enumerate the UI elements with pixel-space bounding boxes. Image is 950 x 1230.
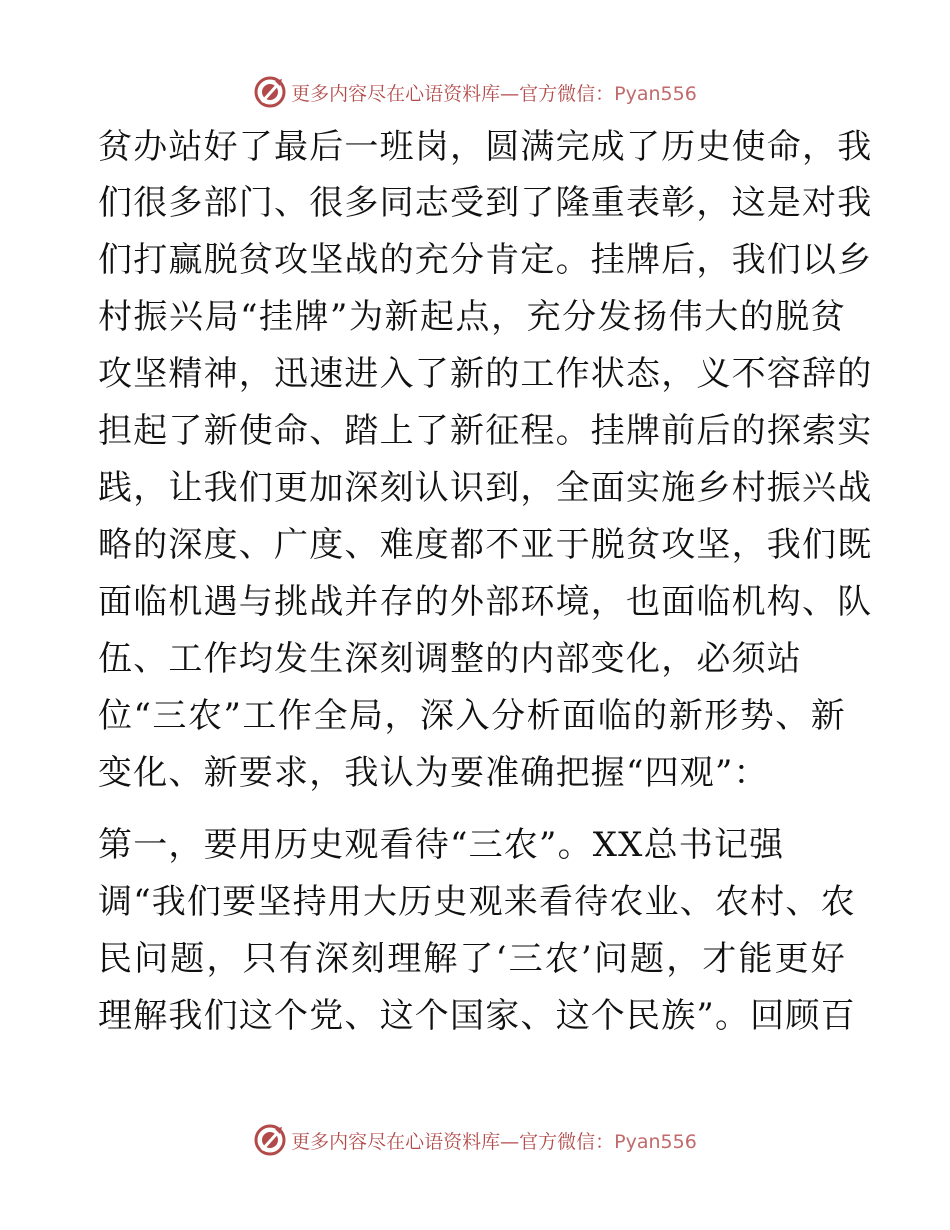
- seal-logo-icon: [253, 75, 287, 109]
- seal-logo-icon: [253, 1123, 287, 1157]
- body-line: 略的深度、广度、难度都不亚于脱贫攻坚，我们既: [98, 525, 873, 565]
- body-line: 伍、工作均发生深刻调整的内部变化，必须站: [98, 639, 802, 679]
- body-line: 攻坚精神，迅速进入了新的工作状态，义不容辞的: [98, 354, 873, 394]
- watermark-handle: Pyan556: [614, 82, 697, 105]
- body-line: 贫办站好了最后一班岗，圆满完成了历史使命，我: [98, 127, 873, 167]
- body-line: 民问题，只有深刻理解了‘三农’问题，才能更好: [98, 939, 846, 979]
- body-line: 调“我们要坚持用大历史观来看待农业、农村、农: [98, 882, 856, 922]
- body-line: 村振兴局“挂牌”为新起点，充分发扬伟大的脱贫: [98, 297, 846, 337]
- body-line: 第一，要用历史观看待“三农”。XX总书记强: [98, 825, 785, 865]
- body-line: 变化、新要求，我认为要准确把握“四观”：: [98, 753, 769, 793]
- body-line: 面临机遇与挑战并存的外部环境，也面临机构、队: [98, 582, 873, 622]
- body-line: 们打赢脱贫攻坚战的充分肯定。挂牌后，我们以乡: [98, 240, 873, 280]
- footer-watermark: [0, 1120, 950, 1160]
- header-watermark: [0, 72, 950, 112]
- watermark-text: 更多内容尽在心语资料库—官方微信：Pyan556: [291, 1130, 697, 1153]
- body-line: 理解我们这个党、这个国家、这个民族”。回顾百: [98, 996, 856, 1036]
- body-line: 位“三农”工作全局，深入分析面临的新形势、新: [98, 696, 846, 736]
- body-line: 们很多部门、很多同志受到了隆重表彰，这是对我: [98, 183, 873, 223]
- watermark-text: 更多内容尽在心语资料库—官方微信：Pyan556: [291, 82, 697, 105]
- watermark-handle: Pyan556: [614, 1130, 697, 1153]
- body-line: 践，让我们更加深刻认识到，全面实施乡村振兴战: [98, 468, 873, 508]
- body-line: 担起了新使命、踏上了新征程。挂牌前后的探索实: [98, 411, 873, 451]
